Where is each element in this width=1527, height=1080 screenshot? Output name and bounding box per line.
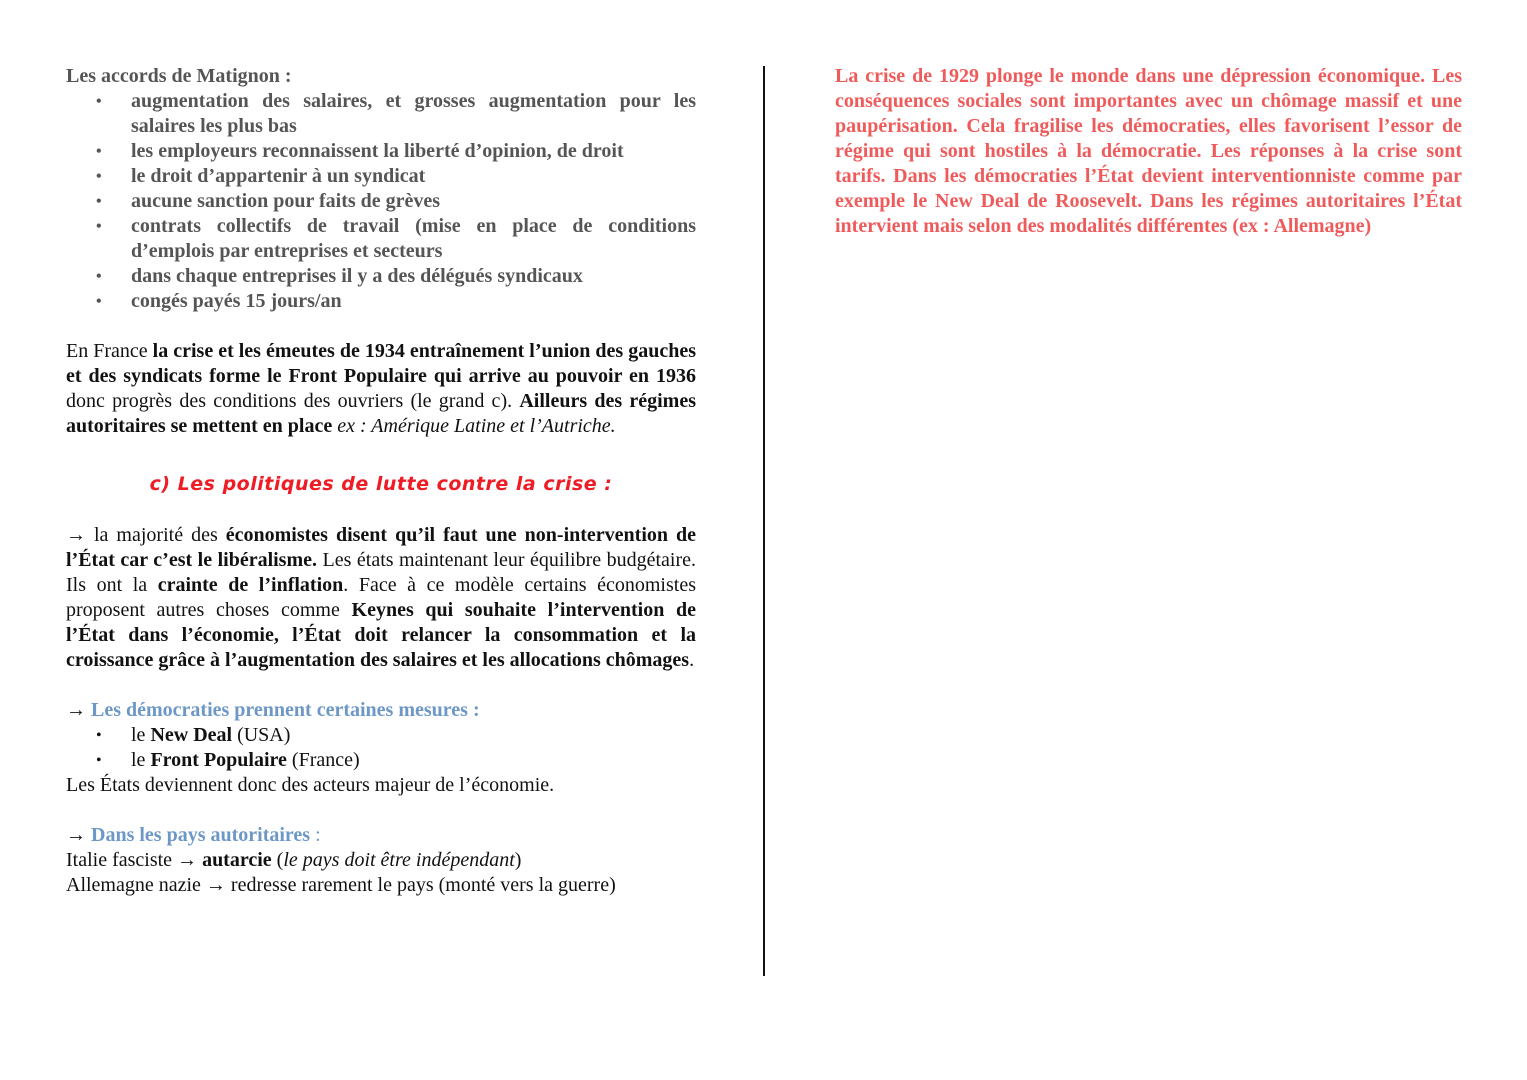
- list-item: • dans chaque entreprises il y a des délégués syndicaux: [96, 265, 583, 287]
- list-item: • congés payés 15 jours/an: [96, 290, 342, 312]
- arrow-icon: →: [66, 699, 86, 721]
- germany-line: Allemagne nazie → redresse rarement le pays (monté vers la guerre): [66, 874, 616, 896]
- democracies-list: [66, 723, 696, 773]
- matignon-list: [66, 89, 696, 314]
- italy-line: Italie fasciste → autarcie (le pays doit être indépendant): [66, 849, 522, 871]
- column-divider: [763, 66, 765, 976]
- authoritarian-section: [66, 823, 696, 898]
- bullet-icon: •: [96, 93, 102, 110]
- list-item: • aucune sanction pour faits de grèves: [96, 190, 441, 212]
- section-heading: c) Les politiques de lutte contre la crise :: [149, 473, 613, 495]
- list-item: • les employeurs reconnaissent la liberté d’opinion, de droit: [96, 140, 624, 162]
- bullet-icon: •: [96, 752, 102, 769]
- list-item: • augmentation des salaires, et grosses augmentation pour les salaires les plus bas: [96, 90, 696, 137]
- matignon-section: [66, 64, 696, 314]
- right-column: [835, 64, 1462, 239]
- arrow-icon: →: [66, 824, 86, 846]
- arrow-icon: →: [66, 524, 86, 546]
- economists-paragraph: → la majorité des économistes disent qu’il faut une non-intervention de l’État car c’est le libéralisme. Les états maintenant leur équilibre budgétaire. Ils ont la crainte de l’inflation. Face à ce modèle certains économistes proposent autres choses comme Keynes qui souhaite l’intervention de l’État dans l’économie, l’État doit relancer la consommation et la croissance grâce à l’augmentation des salaires et les allocations chômages.: [66, 524, 697, 671]
- bullet-icon: •: [96, 293, 102, 310]
- bullet-icon: •: [96, 168, 102, 185]
- authoritarian-heading: → Dans les pays autoritaires :: [66, 824, 321, 846]
- democracies-section: [66, 698, 696, 798]
- bullet-icon: •: [96, 268, 102, 285]
- list-item: • le droit d’appartenir à un syndicat: [96, 165, 426, 187]
- bullet-icon: •: [96, 727, 102, 744]
- france-paragraph: En France la crise et les émeutes de 1934 entraînement l’union des gauches et des syndicats forme le Front Populaire qui arrive au pouvoir en 1936 donc progrès des conditions des ouvriers (le grand c). Ailleurs des régimes autoritaires se mettent en place ex : Amérique Latine et l’Autriche.: [66, 340, 697, 437]
- summary-paragraph: La crise de 1929 plonge le monde dans une dépression économique. Les conséquences sociales sont importantes avec un chômage massif et une paupérisation. Cela fragilise les démocraties, elles favorisent l’essor de régime qui sont hostiles à la démocratie. Les réponses à la crise sont tarifs. Dans les démocraties l’État devient interventionniste comme par exemple le New Deal de Roosevelt. Dans les régimes autoritaires l’État intervient mais selon des modalités différentes (ex : Allemagne): [835, 65, 1462, 237]
- bullet-icon: •: [96, 143, 102, 160]
- democracies-heading: → Les démocraties prennent certaines mesures :: [66, 699, 480, 721]
- list-item: • contrats collectifs de travail (mise en place de conditions d’emplois par entreprises et secteurs: [96, 215, 696, 262]
- list-item: • le New Deal (USA): [96, 724, 291, 746]
- bullet-icon: •: [96, 193, 102, 210]
- list-item: • le Front Populaire (France): [96, 749, 360, 771]
- left-column: [66, 64, 696, 898]
- bullet-icon: •: [96, 218, 102, 235]
- democracies-conclusion: Les États deviennent donc des acteurs majeur de l’économie.: [66, 774, 555, 796]
- matignon-title: Les accords de Matignon :: [66, 65, 292, 87]
